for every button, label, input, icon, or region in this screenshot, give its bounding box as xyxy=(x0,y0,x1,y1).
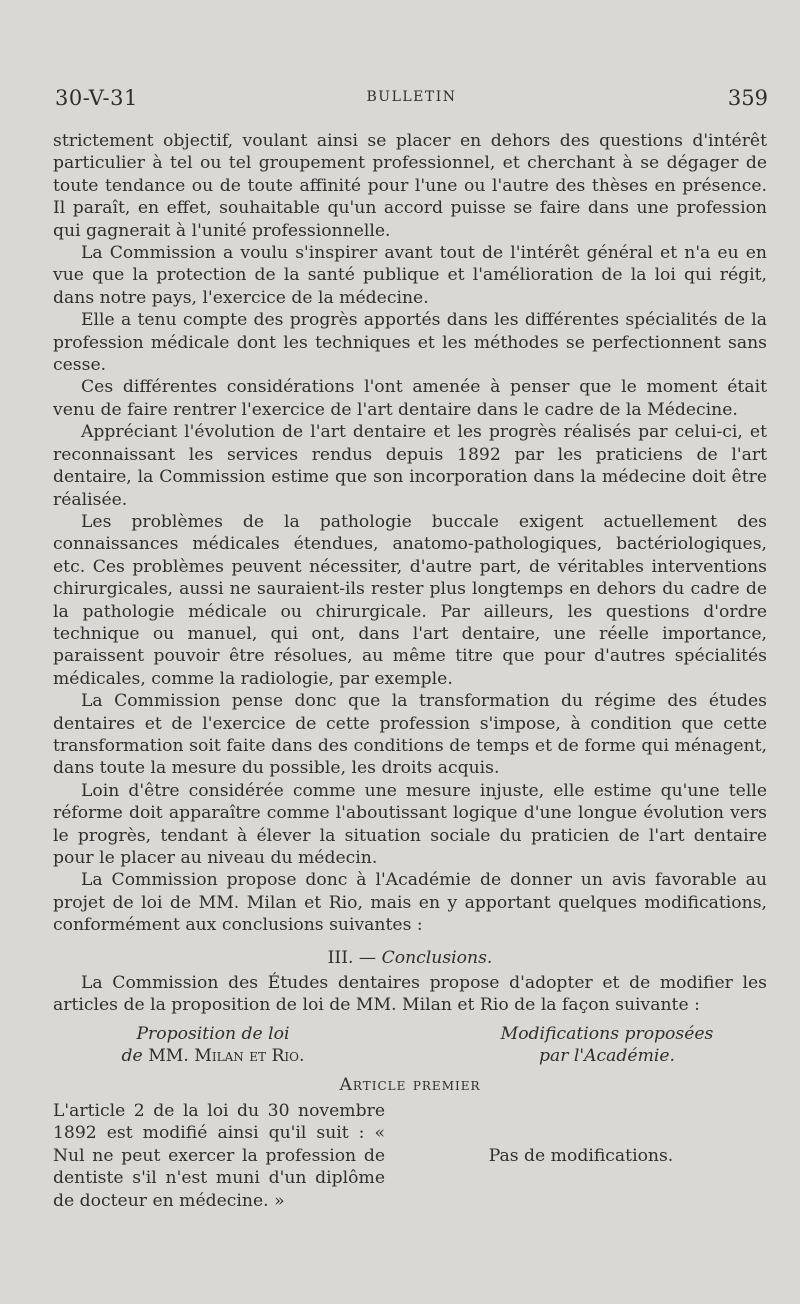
section-heading xyxy=(53,947,767,969)
paragraph: strictement objectif, voulant ainsi se placer en dehors des questions d'intérêt particulier à tel ou tel groupement professionnel, et cherchant à se dégager de toute tendance ou de toute affinité pour l'une ou l'autre des thèses en présence. Il paraît, en effet, souhaitable qu'un accord puisse se faire dans une profession qui gagnerait à l'unité professionnelle. xyxy=(53,131,767,241)
page-number: 359 xyxy=(727,86,768,110)
column-headings xyxy=(53,1023,767,1068)
right-column-heading xyxy=(447,1023,767,1068)
right-heading-line1: Modifications proposées xyxy=(500,1023,714,1044)
header-date: 30-V-31 xyxy=(55,86,138,110)
section-title: Conclusions. xyxy=(381,947,493,968)
left-heading-prefix: de xyxy=(121,1046,143,1067)
paragraph: Loin d'être considérée comme une mesure injuste, elle estime qu'une telle réforme doit apparaître comme l'aboutissant logique d'une longue évolution vers le progrès, tendant à élever la situation sociale du praticien de l'art dentaire pour le placer au niveau du médecin. xyxy=(53,780,767,868)
right-heading-line2: par l'Académie. xyxy=(538,1046,676,1067)
paragraph: La Commission a voulu s'inspirer avant tout de l'intérêt général et n'a eu en vue que la protection de la santé publique et l'amélioration de la loi qui régit, dans notre pays, l'exercice de la médecine. xyxy=(53,243,767,308)
article-modification: Pas de modifications. xyxy=(488,1145,674,1166)
header-title: BULLETIN xyxy=(366,89,457,105)
article-title: Article premier xyxy=(339,1074,481,1095)
section-number: III. — xyxy=(327,947,377,968)
left-heading-line1: Proposition de loi xyxy=(136,1023,290,1044)
left-column-heading xyxy=(53,1023,373,1068)
section-intro: La Commission des Études dentaires propose d'adopter et de modifier les articles de la proposition de loi de MM. Milan et Rio de la façon suivante : xyxy=(53,973,767,1016)
paragraph: Elle a tenu compte des progrès apportés dans les différentes spécialités de la profession médicale dont les techniques et les méthodes se perfectionnent sans cesse. xyxy=(53,310,767,376)
body-text xyxy=(53,130,767,1212)
left-heading-names: MM. Milan et Rio. xyxy=(148,1046,305,1067)
paragraph: Les problèmes de la pathologie buccale exigent actuellement des connaissances médicales étendues, anatomo-pathologiques, bactériologiques, etc. Ces problèmes peuvent nécessiter, d'autre part, de véritables interventions chirurgicales, aussi ne sauraient-ils rester plus longtemps en dehors du cadre de la pathologie médicale ou chirurgicale. Par ailleurs, les questions d'ordre technique ou manuel, qui ont, dans l'art dentaire, une réelle importance, paraissent pouvoir être résolues, au même titre que pour d'autres spécialités médicales, comme la radiologie, par exemple. xyxy=(53,511,767,689)
page-header xyxy=(55,86,768,116)
paragraph: Ces différentes considérations l'ont amenée à penser que le moment était venu de faire rentrer l'exercice de l'art dentaire dans le cadre de la Médecine. xyxy=(53,377,767,420)
paragraph: La Commission propose donc à l'Académie de donner un avis favorable au projet de loi de MM. Milan et Rio, mais en y apportant quelques modifications, conformément aux conclusions suivantes : xyxy=(53,870,767,936)
article-text: L'article 2 de la loi du 30 novembre 1892 est modifié ainsi qu'il suit : « Nul ne peut exercer la profession de dentiste s'il n'est muni d'un diplôme de docteur en médecine. » xyxy=(53,1101,385,1211)
paragraph: La Commission pense donc que la transformation du régime des études dentaires et de l'exercice de cette profession s'impose, à condition que cette transformation soit faite dans des conditions de temps et de forme qui ménagent, dans toute la mesure du possible, les droits acquis. xyxy=(53,691,767,779)
paragraph: Appréciant l'évolution de l'art dentaire et les progrès réalisés par celui-ci, et reconnaissant les services rendus depuis 1892 par les praticiens de l'art dentaire, la Commission estime que son incorporation dans la médecine doit être réalisée. xyxy=(53,422,767,510)
article-row xyxy=(53,1100,767,1212)
